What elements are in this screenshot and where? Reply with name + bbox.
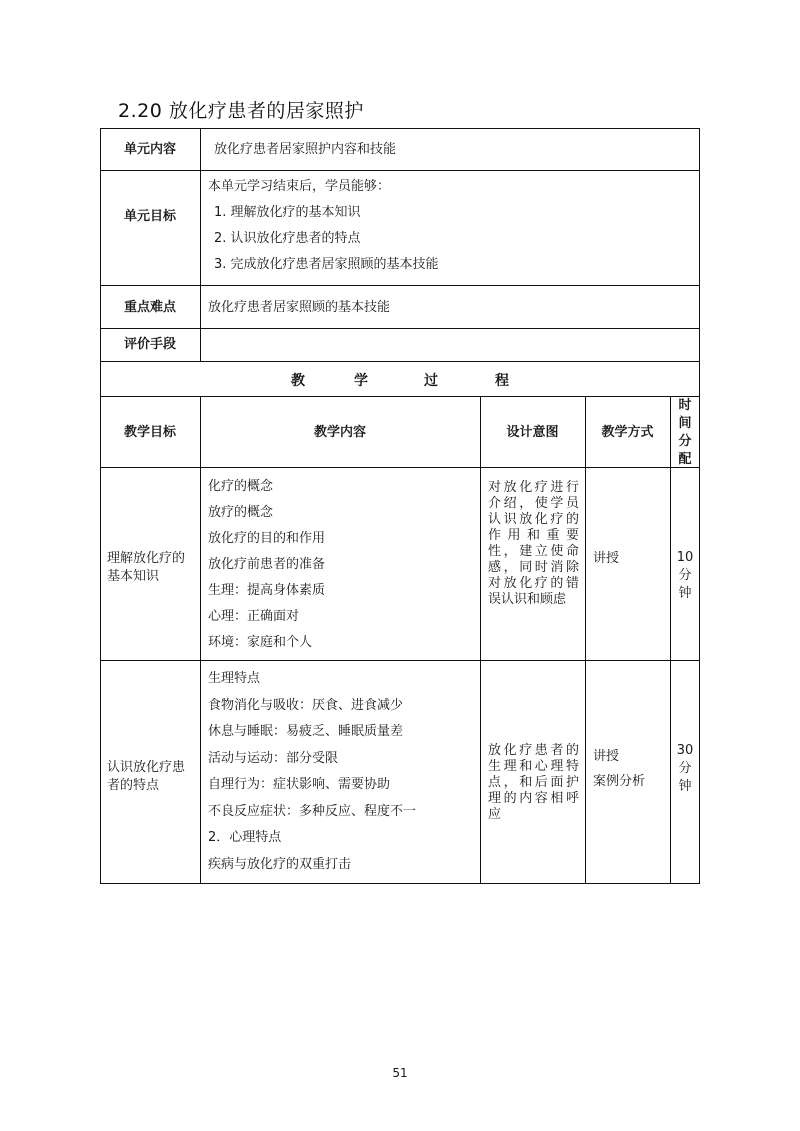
unit-goal-line: 3. 完成放化疗患者居家照顾的基本技能 [214, 257, 439, 272]
table-row-goal: 理解放化疗的 基本知识 [107, 551, 186, 584]
unit-goal-label: 单元目标 [123, 209, 176, 224]
key-difficulty-label: 重点难点 [123, 300, 176, 315]
table-row-time: 30 分 钟 [676, 743, 694, 794]
content-line: 2．心理特点 [208, 830, 282, 845]
table-row-content [208, 474, 325, 656]
unit-content-value: 放化疗患者居家照护内容和技能 [214, 142, 397, 157]
table-row-method: 讲授 案例分析 [593, 749, 646, 789]
col-header-design: 设计意图 [506, 425, 559, 440]
content-line: 食物消化与吸收：厌食、进食减少 [208, 697, 404, 713]
unit-goal-line: 1. 理解放化疗的基本知识 [214, 205, 361, 220]
unit-content-label: 单元内容 [123, 142, 176, 157]
table-row-content [208, 666, 416, 878]
process-heading-char: 过 [424, 373, 438, 389]
content-line: 放疗的概念 [208, 505, 274, 520]
page-number: 51 [392, 1066, 408, 1080]
content-line: 不良反应症状：多种反应、程度不一 [208, 803, 417, 819]
table-row-time: 10 分 钟 [676, 550, 694, 601]
content-line: 生理：提高身体素质 [208, 583, 326, 598]
time-header-char: 配 [678, 452, 692, 467]
table-row-design: 放化疗患者的 生理和心理特 点，和后面护 理的内容相呼 应 [488, 743, 579, 822]
lesson-plan-table [100, 128, 700, 884]
time-header-char: 时 [678, 398, 692, 413]
table-row-goal: 认识放化疗患 者的特点 [107, 760, 186, 793]
unit-goal-line: 2. 认识放化疗患者的特点 [214, 231, 361, 246]
table-row-design: 对放化疗进行 介绍，使学员 认识放化疗的 作用和重要 性，建立使命 感，同时消除 对放化疗的错 误认识和顾虑 [488, 480, 579, 607]
col-header-content: 教学内容 [313, 425, 366, 440]
content-line: 放化疗的目的和作用 [208, 531, 326, 546]
col-header-time [670, 397, 700, 469]
content-line: 生理特点 [208, 671, 261, 686]
content-line: 休息与睡眠：易疲乏、睡眠质量差 [208, 724, 404, 739]
page-title: 2.20 放化疗患者的居家照护 [118, 100, 364, 122]
unit-goal-line: 本单元学习结束后，学员能够： [208, 179, 391, 194]
content-line: 疾病与放化疗的双重打击 [208, 856, 352, 872]
col-header-goal: 教学目标 [123, 425, 176, 440]
key-difficulty-value: 放化疗患者居家照顾的基本技能 [208, 300, 391, 315]
time-header-char: 分 [678, 434, 692, 449]
content-line: 活动与运动：部分受限 [208, 750, 339, 766]
process-heading-char: 教 [291, 373, 305, 389]
content-line: 放化疗前患者的准备 [208, 557, 326, 572]
col-header-method: 教学方式 [601, 425, 654, 440]
evaluation-label: 评价手段 [123, 337, 176, 352]
process-heading-char: 学 [354, 373, 368, 389]
content-line: 自理行为：症状影响、需要协助 [208, 777, 391, 792]
content-line: 心理：正确面对 [208, 609, 300, 624]
content-line: 化疗的概念 [208, 479, 274, 494]
content-line: 环境：家庭和个人 [208, 635, 313, 650]
table-row-method: 讲授 [593, 551, 620, 566]
unit-goal-value [208, 174, 439, 278]
process-heading-char: 程 [495, 373, 509, 389]
time-header-char: 间 [678, 416, 692, 431]
